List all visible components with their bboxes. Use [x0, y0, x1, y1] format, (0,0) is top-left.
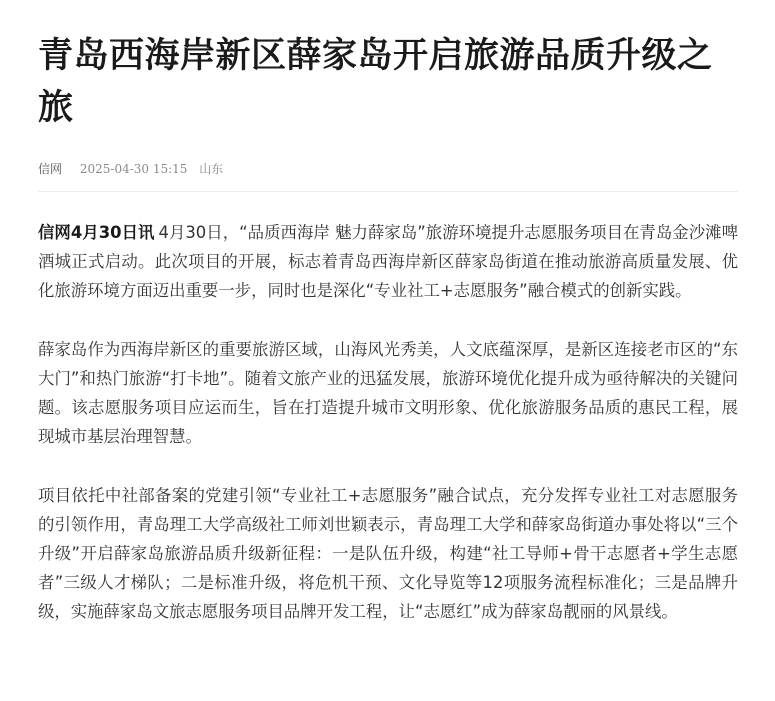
dateline: 信网4月30日讯: [38, 223, 155, 242]
article-meta: [38, 158, 738, 180]
source-link[interactable]: 信网: [38, 162, 63, 176]
publish-time: 2025-04-30 15:15: [79, 162, 188, 176]
paragraph-2: [38, 335, 738, 451]
location-label: 山东: [199, 162, 224, 176]
paragraph-text: 薛家岛作为西海岸新区的重要旅游区域，山海风光秀美，人文底蕴深厚，是新区连接老市区的“东大门”和热门旅游“打卡地”。随着文旅产业的迅猛发展，旅游环境优化提升成为亟待解决的关键问题。该志愿服务项目应运而生，旨在打造提升城市文明形象、优化旅游服务品质的惠民工程，展现城市基层治理智慧。: [38, 340, 738, 446]
paragraph-3: [38, 481, 738, 626]
paragraph-text: 4月30日，“品质西海岸 魅力薛家岛”旅游环境提升志愿服务项目在青岛金沙滩啤酒城正式启动。此次项目的开展，标志着青岛西海岸新区薛家岛街道在推动旅游高质量发展、优化旅游环境方面迈出重要一步，同时也是深化“专业社工+志愿服务”融合模式的创新实践。: [38, 223, 738, 300]
article-title: 青岛西海岸新区薛家岛开启旅游品质升级之旅: [38, 36, 713, 128]
article: [38, 0, 738, 656]
header-divider: [38, 191, 738, 192]
paragraph-text: 项目依托中社部备案的党建引领“专业社工+志愿服务”融合试点，充分发挥专业社工对志愿服务的引领作用，青岛理工大学高级社工师刘世颖表示，青岛理工大学和薛家岛街道办事处将以“三个升级”开启薛家岛旅游品质升级新征程：一是队伍升级，构建“社工导师+骨干志愿者+学生志愿者”三级人才梯队；二是标准升级，将危机干预、文化导览等12项服务流程标准化；三是品牌升级，实施薛家岛文旅志愿服务项目品牌开发工程，让“志愿红”成为薛家岛靓丽的风景线。: [38, 486, 738, 621]
article-body: [38, 218, 738, 626]
paragraph-1: [38, 218, 738, 305]
